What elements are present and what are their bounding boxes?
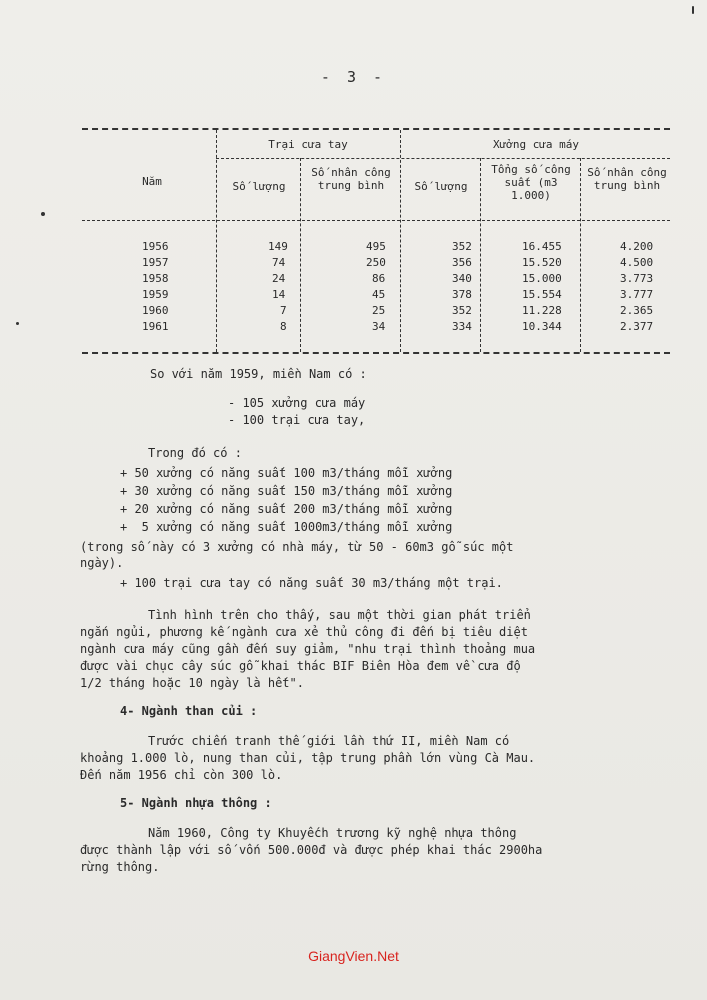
cell-value: 86 xyxy=(372,272,386,285)
compare-item: - 100 trại cưa tay, xyxy=(228,413,366,427)
cell-value: 25 xyxy=(372,304,386,317)
situation-line: ngắn ngủi, phương kế ngành cưa xẻ thủ công đi đến bị tiêu diệt xyxy=(80,625,528,639)
subheader-hand-workers: Số nhân công trung bình xyxy=(311,166,391,192)
cell-value: 14 xyxy=(272,288,286,301)
subheader-mill-capacity: Tổng số công suất (m3 1.000) xyxy=(491,163,571,202)
scan-speck xyxy=(692,6,694,14)
subheader-hand-count: Số lượng xyxy=(232,180,286,193)
cell-value: 16.455 xyxy=(522,240,562,253)
situation-line: 1/2 tháng hoặc 10 ngày là hết". xyxy=(80,676,304,690)
cell-value: 15.000 xyxy=(522,272,562,285)
cell-value: 356 xyxy=(452,256,472,269)
cell-value: 24 xyxy=(272,272,286,285)
cell-value: 3.773 xyxy=(620,272,654,285)
capacity-item: + 50 xưởng có năng suất 100 m3/tháng mỗi xưởng xyxy=(120,466,453,480)
hand-saw-note: + 100 trại cưa tay có năng suất 30 m3/tháng một trại. xyxy=(120,576,503,590)
cell-value: 4.200 xyxy=(620,240,654,253)
header-hand-saw: Trại cưa tay xyxy=(268,138,348,151)
cell-value: 74 xyxy=(272,256,286,269)
cell-value: 10.344 xyxy=(522,320,562,333)
cell-value: 45 xyxy=(372,288,386,301)
watermark-footer: GiangVien.Net xyxy=(308,948,399,964)
compare-item: - 105 xưởng cưa máy xyxy=(228,396,366,410)
cell-value: 352 xyxy=(452,240,472,253)
situation-line: ngành cưa máy cũng gần đến suy giảm, "nhu trại thình thoảng mua xyxy=(80,642,536,656)
section-5-line: được thành lập với số vốn 500.000đ và được phép khai thác 2900ha xyxy=(80,843,543,857)
situation-line: Tình hình trên cho thấy, sau một thời gian phát triển xyxy=(148,608,531,622)
cell-value: 149 xyxy=(268,240,288,253)
capacity-item: + 20 xưởng có năng suất 200 m3/tháng mỗi xưởng xyxy=(120,502,453,516)
cell-value: 334 xyxy=(452,320,472,333)
cell-year: 1960 xyxy=(142,304,169,317)
scan-speck xyxy=(41,212,45,216)
cell-year: 1956 xyxy=(142,240,169,253)
cell-value: 34 xyxy=(372,320,386,333)
section-5-title: 5- Ngành nhựa thông : xyxy=(120,796,272,810)
header-year: Năm xyxy=(142,175,162,188)
cell-value: 15.554 xyxy=(522,288,562,301)
cell-value: 8 xyxy=(280,320,287,333)
section-5-line: rừng thông. xyxy=(80,860,160,874)
cell-value: 15.520 xyxy=(522,256,562,269)
subheader-mill-workers: Số nhân công trung bình xyxy=(587,166,667,192)
cell-year: 1961 xyxy=(142,320,169,333)
cell-year: 1957 xyxy=(142,256,169,269)
subheader-mill-count: Số lượng xyxy=(414,180,468,193)
header-saw-mill: Xưởng cưa máy xyxy=(492,138,580,151)
cell-value: 495 xyxy=(366,240,386,253)
capacity-item: + 5 xưởng có năng suất 1000m3/tháng mỗi xưởng xyxy=(120,520,453,534)
section-4-line: khoảng 1.000 lò, nung than củi, tập trung phần lớn vùng Cà Mau. xyxy=(80,751,536,765)
paren-note-line: ngày). xyxy=(80,556,124,570)
paren-note-line: (trong số này có 3 xưởng có nhà máy, từ 50 - 60m3 gỗ súc một xyxy=(80,540,514,554)
cell-value: 11.228 xyxy=(522,304,562,317)
page-number: - 3 - xyxy=(320,68,387,86)
section-4-line: Đến năm 1956 chỉ còn 300 lò. xyxy=(80,768,283,782)
cell-value: 4.500 xyxy=(620,256,654,269)
trong-do-label: Trong đó có : xyxy=(148,446,242,460)
scan-speck xyxy=(16,322,19,325)
cell-value: 7 xyxy=(280,304,287,317)
section-5-line: Năm 1960, Công ty Khuyếch trương kỹ nghệ nhựa thông xyxy=(148,826,517,840)
section-4-title: 4- Ngành than củi : xyxy=(120,704,258,718)
cell-year: 1959 xyxy=(142,288,169,301)
cell-value: 378 xyxy=(452,288,472,301)
cell-value: 352 xyxy=(452,304,472,317)
cell-year: 1958 xyxy=(142,272,169,285)
cell-value: 340 xyxy=(452,272,472,285)
sawmill-table xyxy=(82,128,670,354)
cell-value: 2.365 xyxy=(620,304,654,317)
cell-value: 2.377 xyxy=(620,320,654,333)
situation-line: được vài chục cây súc gỗ khai thác BIF Biên Hòa đem về cưa độ xyxy=(80,659,521,673)
section-4-line: Trước chiến tranh thế giới lần thứ II, miền Nam có xyxy=(148,734,510,748)
cell-value: 3.777 xyxy=(620,288,654,301)
capacity-item: + 30 xưởng có năng suất 150 m3/tháng mỗi xưởng xyxy=(120,484,453,498)
compare-intro: So với năm 1959, miền Nam có : xyxy=(150,367,367,381)
cell-value: 250 xyxy=(366,256,386,269)
